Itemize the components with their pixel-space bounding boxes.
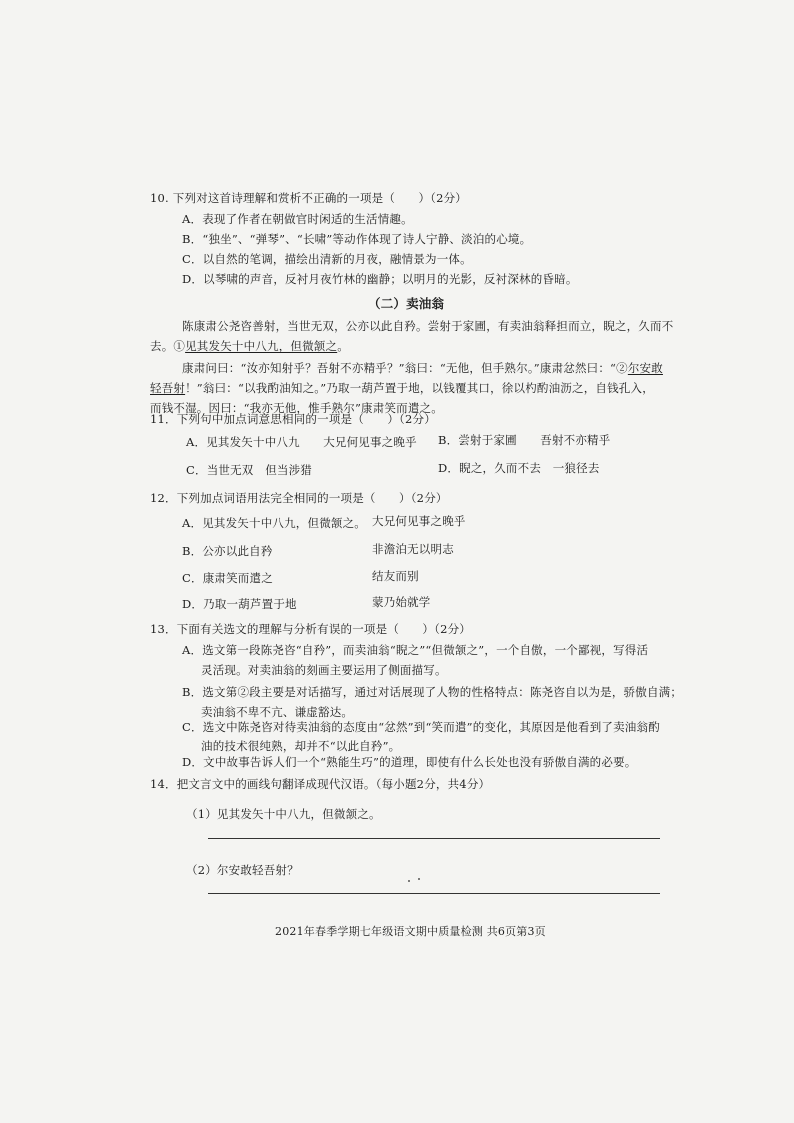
q12-option-c-left: C．康肃笑而遣之 (182, 571, 273, 585)
q12-option-b-left: B．公亦以此自矜 (182, 544, 273, 558)
q12-option-a-right: 大兄何见事之晚乎 (372, 514, 466, 528)
page-footer: 2021年春季学期七年级语文期中质量检测 共6页第3页 (275, 925, 546, 938)
q10-option-a: A．表现了作者在朝做官时闲适的生活情趣。 (182, 212, 413, 226)
q13-option-c-2: 油的技术很纯熟，却并不“以此自矜”。 (201, 739, 401, 753)
q11-stem: 11．下列句中加点词意思相同的一项是（ ）（2分） (150, 412, 436, 426)
q10-option-b: B．“独坐”、“弹琴”、“长啸”等动作体现了诗人宁静、淡泊的心境。 (182, 232, 532, 246)
q13-option-b-2: 卖油翁不卑不亢、谦虚豁达。 (201, 705, 354, 719)
q10-stem: 10. 下列对这首诗理解和赏析不正确的一项是（ ）（2分） (150, 191, 468, 205)
q11-option-a: A．见其发矢十中八九 大兄何见事之晚乎 (186, 435, 417, 449)
q12-option-d-left: D．乃取一葫芦置于地 (182, 597, 297, 611)
q13-option-a-1: A．选文第一段陈尧咨“自矜”，而卖油翁“睨之”“但微颔之”，一个自傲，一个鄙视，写得活 (182, 643, 649, 657)
underlined-sentence-2a: 尔安敢 (627, 361, 663, 375)
q12-option-a-left: A．见其发矢十中八九，但微颔之。 (182, 516, 367, 530)
q12-option-b-right: 非澹泊无以明志 (372, 542, 454, 556)
q11-option-d: D．睨之，久而不去 一狼径去 (438, 461, 600, 475)
q14-stem: 14．把文言文中的画线句翻译成现代汉语。（每小题2分，共4分） (150, 777, 491, 791)
answer-line-2[interactable] (208, 893, 660, 894)
passage-title: （二）卖油翁 (368, 296, 445, 311)
q13-option-a-2: 灵活现。对卖油翁的刻画主要运用了侧面描写。 (201, 663, 447, 677)
scan-speck (408, 880, 410, 882)
q13-option-d: D．文中故事告诉人们一个“熟能生巧”的道理，即使有什么长处也没有骄傲自满的必要。 (182, 755, 637, 769)
q11-option-c: C．当世无双 但当涉猎 (186, 463, 312, 477)
underlined-sentence-1: 见其发矢十中八九，但微颔之 (185, 339, 338, 353)
q13-option-b-1: B．选文第②段主要是对话描写，通过对话展现了人物的性格特点：陈尧咨自以为是，骄傲自满； (182, 685, 683, 699)
passage-line-1: 陈康肃公尧咨善射，当世无双，公亦以此自矜。尝射于家圃，有卖油翁释担而立，睨之，久而不 (182, 319, 674, 333)
passage-line-5: 而钱不湿。因曰：“我亦无他，惟手熟尔”康肃笑而遣之。 (150, 401, 443, 415)
q11-option-b: B．尝射于家圃 吾射不亦精乎 (438, 433, 611, 447)
q10-option-c: C．以自然的笔调，描绘出清新的月夜，融情景为一体。 (182, 252, 472, 266)
passage-line-4: 轻吾射！”翁曰：“以我酌油知之。”乃取一葫芦置于地，以钱覆其口，徐以杓酌油沥之，自钱孔入， (150, 381, 654, 395)
q13-option-c-1: C．选文中陈尧咨对待卖油翁的态度由“忿然”到“笑而遣”的变化，其原因是他看到了卖油翁酌 (182, 720, 660, 734)
q12-option-c-right: 结友而别 (372, 569, 419, 583)
underlined-sentence-2b: 轻吾射 (150, 381, 186, 395)
q13-stem: 13．下面有关选文的理解与分析有误的一项是（ ）（2分） (150, 622, 471, 636)
q12-stem: 12．下列加点词语用法完全相同的一项是（ ）（2分） (150, 491, 448, 505)
q12-option-d-right: 蒙乃始就学 (372, 595, 431, 609)
answer-line-1[interactable] (208, 838, 660, 839)
q14-sentence-2: （2）尔安敢轻吾射？ (186, 863, 299, 877)
q10-option-d: D．以琴啸的声音，反衬月夜竹林的幽静；以明月的光影，反衬深林的昏暗。 (182, 272, 578, 286)
passage-line-2: 去。①见其发矢十中八九，但微颔之。 (150, 339, 349, 353)
scan-speck (418, 878, 420, 880)
passage-line-3: 康肃问曰：“汝亦知射乎？吾射不亦精乎？”翁曰：“无他，但手熟尔。”康肃忿然曰：“②尔安敢 (182, 361, 663, 375)
q14-sentence-1: （1）见其发矢十中八九，但微颔之。 (186, 807, 381, 821)
